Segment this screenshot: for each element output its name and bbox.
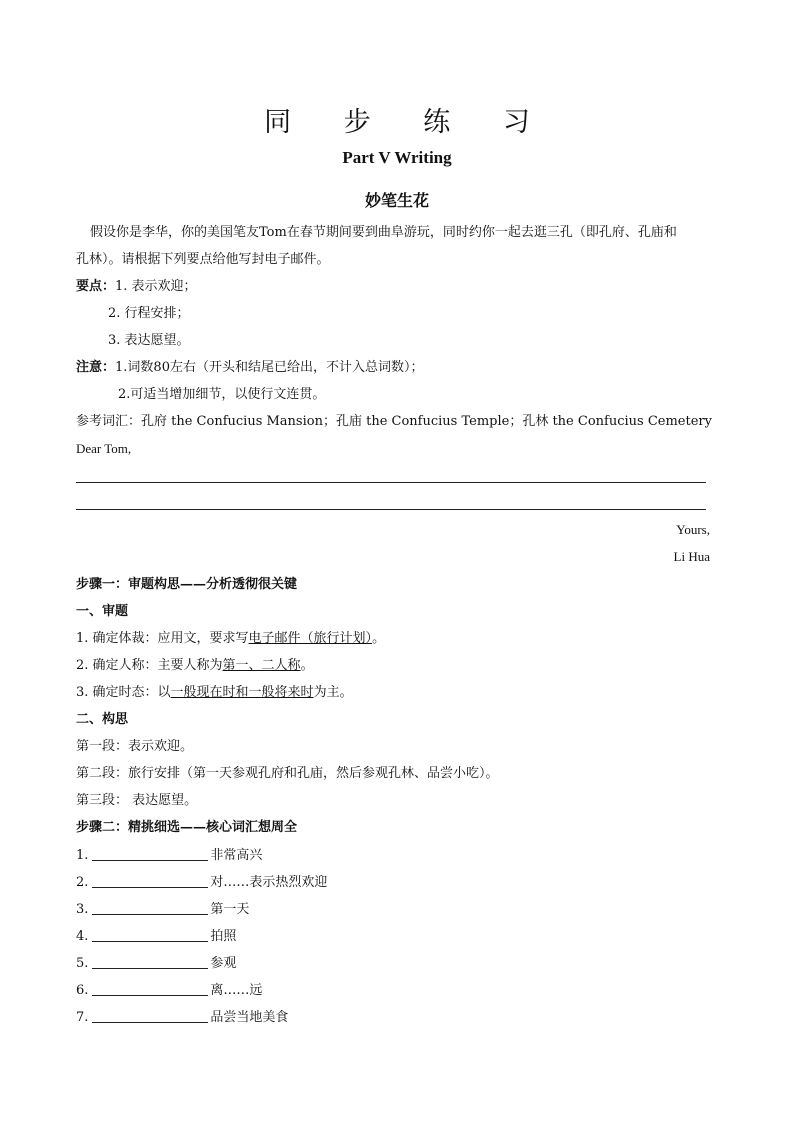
analysis-text: 。 xyxy=(372,631,386,646)
analysis-text: 。 xyxy=(300,658,314,673)
fill-blank[interactable] xyxy=(92,846,208,861)
point-item: 2. 行程安排； xyxy=(108,306,190,321)
item-number: 5. xyxy=(76,956,89,971)
outline-paragraph: 第二段：旅行安排（第一天参观孔府和孔庙，然后参观孔林、品尝小吃）。 xyxy=(76,766,499,781)
item-meaning: 对……表示热烈欢迎 xyxy=(210,875,328,890)
note-item: 2.可适当增加细节，以使行文连贯。 xyxy=(118,387,326,402)
fill-blank[interactable] xyxy=(92,900,208,915)
section-title: 妙笔生花 xyxy=(364,191,429,210)
vocab-line: 参考词汇：孔府 the Confucius Mansion；孔庙 the Confucius Temple；孔林 the Confucius Cemetery xyxy=(76,414,712,429)
greeting: Dear Tom, xyxy=(76,441,132,456)
points-label: 要点： xyxy=(76,279,116,294)
part-title: Part V Writing xyxy=(342,148,452,167)
fill-blank[interactable] xyxy=(92,981,208,996)
analysis-item xyxy=(76,684,353,702)
vocab-item xyxy=(76,900,249,919)
step2-heading: 步骤二：精挑细选——核心词汇想周全 xyxy=(76,820,298,835)
answer-line xyxy=(76,509,706,510)
item-number: 2. xyxy=(76,875,89,890)
analysis-answer: 电子邮件（旅行计划） xyxy=(248,631,373,646)
answer-line xyxy=(76,482,706,483)
item-number: 1. xyxy=(76,848,89,863)
analysis-text: 1. 确定体裁：应用文，要求写 xyxy=(76,631,249,646)
analysis-item xyxy=(76,630,385,648)
fill-blank[interactable] xyxy=(92,927,208,942)
item-meaning: 非常高兴 xyxy=(210,848,263,863)
notes-row-1 xyxy=(76,359,423,377)
vocab-item xyxy=(76,846,262,865)
note-item: 1.词数80左右（开头和结尾已给出，不计入总词数）； xyxy=(115,360,424,375)
item-meaning: 参观 xyxy=(210,956,237,971)
item-number: 3. xyxy=(76,902,89,917)
step1-heading: 步骤一：审题构思——分析透彻很关键 xyxy=(76,577,298,592)
signature: Li Hua xyxy=(673,549,710,564)
item-number: 7. xyxy=(76,1010,89,1025)
point-item: 1. 表示欢迎； xyxy=(115,279,197,294)
analysis-answer: 一般现在时和一般将来时 xyxy=(170,685,314,700)
outline-paragraph: 第一段：表示欢迎。 xyxy=(76,739,194,754)
item-meaning: 第一天 xyxy=(210,902,250,917)
vocab-item xyxy=(76,954,236,973)
analysis-heading: 一、审题 xyxy=(76,604,129,619)
vocab-item xyxy=(76,1008,288,1027)
vocab-item xyxy=(76,873,327,892)
analysis-text: 为主。 xyxy=(313,685,353,700)
notes-label: 注意： xyxy=(76,360,116,375)
vocab-item xyxy=(76,927,236,946)
fill-blank[interactable] xyxy=(92,954,208,969)
fill-blank[interactable] xyxy=(92,873,208,888)
fill-blank[interactable] xyxy=(92,1008,208,1023)
item-meaning: 品尝当地美食 xyxy=(210,1010,289,1025)
analysis-item xyxy=(76,657,314,675)
points-row-1 xyxy=(76,278,197,296)
point-item: 3. 表达愿望。 xyxy=(108,333,190,348)
prompt-line-1: 假设你是李华，你的美国笔友Tom在春节期间要到曲阜游玩，同时约你一起去逛三孔（即孔府、孔庙和 xyxy=(90,225,677,240)
page-title: 同 步 练 习 xyxy=(264,107,552,138)
closing: Yours, xyxy=(676,522,710,537)
item-meaning: 离……远 xyxy=(210,983,263,998)
item-number: 4. xyxy=(76,929,89,944)
item-number: 6. xyxy=(76,983,89,998)
outline-heading: 二、构思 xyxy=(76,712,129,727)
prompt-line-2: 孔林）。请根据下列要点给他写封电子邮件。 xyxy=(76,252,330,267)
analysis-text: 3. 确定时态：以 xyxy=(76,685,171,700)
vocab-item xyxy=(76,981,262,1000)
analysis-text: 2. 确定人称：主要人称为 xyxy=(76,658,223,673)
outline-paragraph: 第三段： 表达愿望。 xyxy=(76,793,198,808)
analysis-answer: 第一、二人称 xyxy=(222,658,301,673)
item-meaning: 拍照 xyxy=(210,929,237,944)
